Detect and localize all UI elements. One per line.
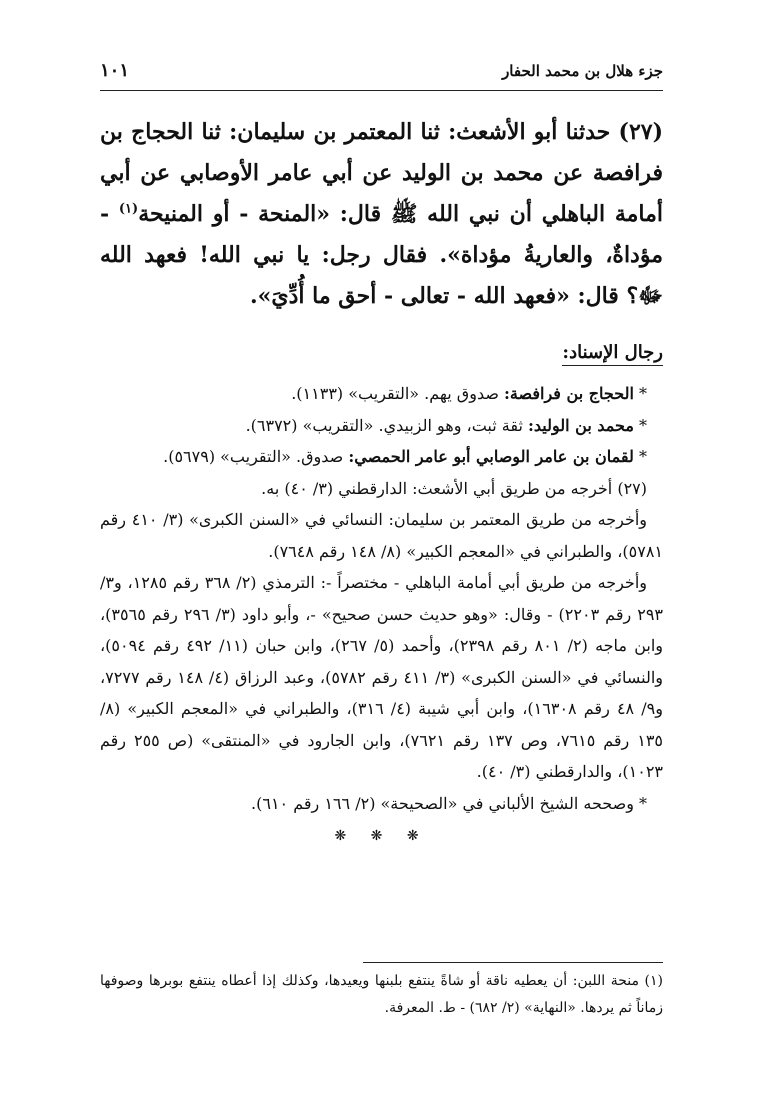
- takhrij-paragraph: (٢٧) أخرجه من طريق أبي الأشعث: الدارقطني (٣/ ٤٠) به.: [261, 478, 647, 498]
- narrator-name: لقمان بن عامر الوصابي أبو عامر الحمصي:: [348, 447, 634, 466]
- takhrij-paragraph: * وصححه الشيخ الألباني في «الصحيحة» (٢/ ١٦٦ رقم ٦١٠).: [251, 793, 647, 813]
- running-title: جزء هلال بن محمد الحفار: [502, 62, 663, 80]
- narrator-grade: ثقة ثبت، وهو الزبيدي. «التقريب» (٦٣٧٢).: [245, 415, 528, 435]
- narrator-name: الحجاج بن فرافصة:: [504, 384, 634, 403]
- page-number: ١٠١: [100, 60, 130, 81]
- footnote-divider: [363, 962, 663, 963]
- footnote: (١) منحة اللبن: أن يعطيه ناقة أو شاةً ينتفع بلبنها ويعيدها، وكذلك إذا أعطاه ينتفع بوبرها وصوفها زماناً ثم يردها. «النهاية» (٢/ ٦٨٢) - ط. المعرفة.: [100, 973, 663, 1016]
- section-separator: ❋ ❋ ❋: [334, 828, 429, 844]
- narrator-name: محمد بن الوليد:: [527, 415, 634, 435]
- takhrij-paragraph: وأخرجه من طريق المعتمر بن سليمان: النسائي في «السنن الكبرى» (٣/ ٤١٠ رقم ٥٧٨١)، والطبراني في «المعجم الكبير» (٨/ ١٤٨ رقم ٧٦٤٨).: [100, 510, 663, 561]
- takhrij-paragraph: وأخرجه من طريق أبي أمامة الباهلي - مختصراً -: الترمذي (٢/ ٣٦٨ رقم ١٢٨٥، و٣/ ٢٩٣ رقم ٢٢٠٣) - وقال: «وهو حديث حسن صحيح» -، وأبو داود (٣/ ٢٩٦ رقم ٣٥٦٥)، وابن ماجه (٢/ ٨٠١ رقم ٢٣٩٨)، وأحمد (٥/ ٢٦٧)، وابن حبان (١١/ ٤٩٢ رقم ٥٠٩٤)، والنسائي في «السنن الكبرى» (٣/ ٤١١ رقم ٥٧٨٢)، وعبد الرزاق (٤/ ١٤٨ رقم ٧٢٧٧، و٩/ ٤٨ رقم ١٦٣٠٨)، وابن أبي شيبة (٤/ ٣١٦)، والطبراني في «المعجم الكبير» (٨/ ١٣٥ رقم ٧٦١٥، وص ١٣٧ رقم ٧٦٢١)، وابن الجارود في «المنتقى» (ص ٢٥٥ رقم ١٠٢٣)، والدارقطني (٣/ ٤٠).: [100, 573, 664, 781]
- narrator-item: * لقمان بن عامر الوصابي أبو عامر الحمصي: صدوق. «التقريب» (٥٦٧٩).: [163, 447, 647, 466]
- footnote-ref[interactable]: (١): [118, 201, 139, 217]
- narrator-grade: صدوق يهم. «التقريب» (١١٣٣).: [291, 384, 505, 403]
- hadith-part2: - مؤداةٌ، والعاريةُ مؤداة». فقال رجل: يا نبي الله! فعهد الله ﷻ؟ قال: «فعهد الله - تعالى - أحق ما أُدِّيَ».: [100, 201, 663, 309]
- page-header: [100, 58, 663, 91]
- commentary: [100, 378, 663, 853]
- narrator-item: * محمد بن الوليد: ثقة ثبت، وهو الزبيدي. «التقريب» (٦٣٧٢).: [245, 415, 647, 435]
- narrator-item: * الحجاج بن فرافصة: صدوق يهم. «التقريب» (١١٣٣).: [291, 384, 647, 403]
- narrator-grade: صدوق. «التقريب» (٥٦٧٩).: [163, 447, 349, 466]
- narrators-heading: رجال الإسناد:: [562, 342, 663, 366]
- hadith-text: [100, 112, 663, 317]
- hadith-part1: حدثنا أبو الأشعث: ثنا المعتمر بن سليمان: ثنا الحجاج بن فرافصة عن محمد بن الوليد عن أبي عامر الأوصابي عن أبي أمامة الباهلي أن نبي الله ﷺ قال: «المنحة - أو المنيحة: [100, 119, 664, 227]
- hadith-number: (٢٧): [618, 119, 663, 145]
